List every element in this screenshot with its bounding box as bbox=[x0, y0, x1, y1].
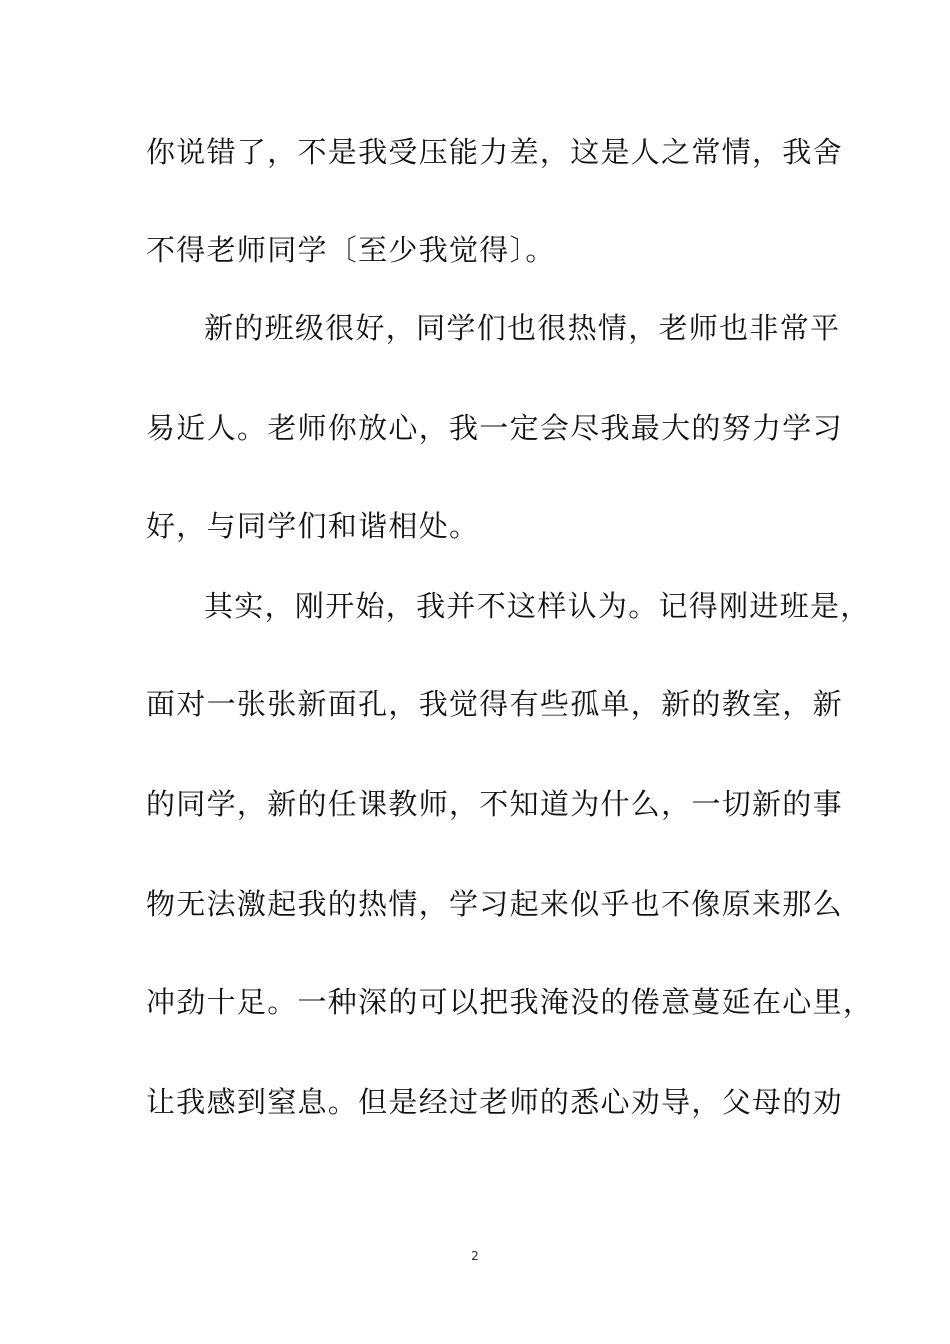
text-line-8: 的同学，新的任课教师，不知道为什么，一切新的事 bbox=[146, 787, 843, 821]
text-line-3: 新的班级很好，同学们也很热情，老师也非常平 bbox=[204, 311, 841, 345]
text-line-9: 物无法激起我的热情，学习起来似乎也不像原来那么 bbox=[146, 887, 843, 921]
text-line-7: 面对一张张新面孔，我觉得有些孤单，新的教室，新 bbox=[146, 687, 843, 721]
text-line-1: 你说错了，不是我受压能力差，这是人之常情，我舍 bbox=[146, 135, 843, 169]
text-line-5: 好，与同学们和谐相处。 bbox=[146, 509, 480, 543]
text-line-6: 其实，刚开始，我并不这样认为。记得刚进班是， bbox=[204, 589, 871, 623]
text-line-10: 冲劲十足。一种深的可以把我淹没的倦意蔓延在心里， bbox=[146, 985, 874, 1019]
text-line-4: 易近人。老师你放心，我一定会尽我最大的努力学习 bbox=[146, 411, 843, 445]
text-line-2: 不得老师同学〔至少我觉得〕。 bbox=[146, 233, 556, 267]
page-number: 2 bbox=[471, 1249, 479, 1263]
text-line-11: 让我感到窒息。但是经过老师的悉心劝导，父母的劝 bbox=[146, 1085, 843, 1119]
